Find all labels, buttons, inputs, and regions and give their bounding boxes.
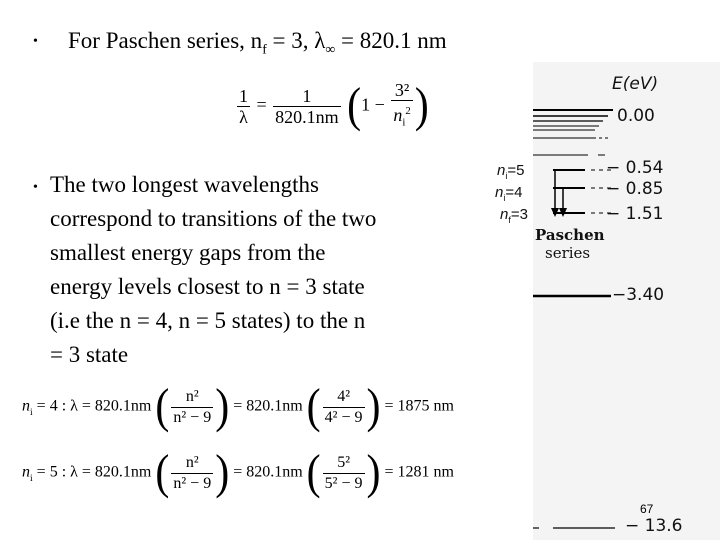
rydberg-formula: $\frac{1}{\lambda}$ = $\frac{1}{820.1nm}$ (1 − $\frac{\text{3²}}{n_i^2}$ ) <box>239 79 429 133</box>
n4-label: $n_i=4$ <box>495 184 523 203</box>
calc-n5: $n_i = 5$ : λ = 820.1nm ( $\frac{\text{n²}}{\text{n² − 9}}$ ) = 820.1nm ( $\frac{\text{5²}}{\text{5² − 9}}$ ) = 1281 nm <box>22 446 454 500</box>
heading-text: For Paschen series, n <box>68 28 263 53</box>
level-054: − 0.54 <box>606 158 664 178</box>
slide-number: 67 <box>640 502 654 516</box>
level-0: 0.00 <box>617 106 655 126</box>
level-085: − 0.85 <box>606 179 664 199</box>
level-151: − 1.51 <box>606 204 664 224</box>
n3-label: $n_f=3$ <box>500 206 528 225</box>
paschen-heading <box>68 24 447 67</box>
explanation-text: The two longest wavelengths correspond to transitions of the two smallest energy gaps from the energy levels closest to n = 3 state (i.e the n = 4, n = 5 states) to the n = 3 state <box>50 172 377 367</box>
calc-n4: $n_i = 4$ : λ = 820.1nm ( $\frac{\text{n²}}{\text{n² − 9}}$ ) = 820.1nm ( $\frac{\text{4²}}{\text{4² − 9}}$ ) = 1875 nm <box>22 380 454 434</box>
ratio-fraction: $\frac{\text{3²}}{n_i^2}$ <box>393 80 411 129</box>
energy-axis-title: E(eV) <box>612 74 659 94</box>
level-136: − 13.6 <box>625 516 683 536</box>
minus-one: 1 − <box>361 94 385 115</box>
bullet-dot-2: • <box>33 180 38 195</box>
heading-text-3: = 820.1 nm <box>335 28 447 53</box>
n5-label: $n_i=5$ <box>497 162 525 181</box>
paschen-series-label: Paschen series <box>535 226 605 262</box>
rhs-fraction: $\frac{1}{820.1nm}$ <box>275 85 339 127</box>
lhs-fraction: $\frac{1}{\lambda}$ <box>239 85 248 127</box>
result-1281: = 1281 nm <box>380 463 454 481</box>
result-1875: = 1875 nm <box>380 397 454 415</box>
level-340: −3.40 <box>612 285 665 305</box>
bullet-dot: • <box>33 34 38 49</box>
heading-text-2: = 3, λ <box>266 28 326 53</box>
heading-sub: f <box>262 41 267 57</box>
heading-sub-2: ∞ <box>325 41 336 57</box>
